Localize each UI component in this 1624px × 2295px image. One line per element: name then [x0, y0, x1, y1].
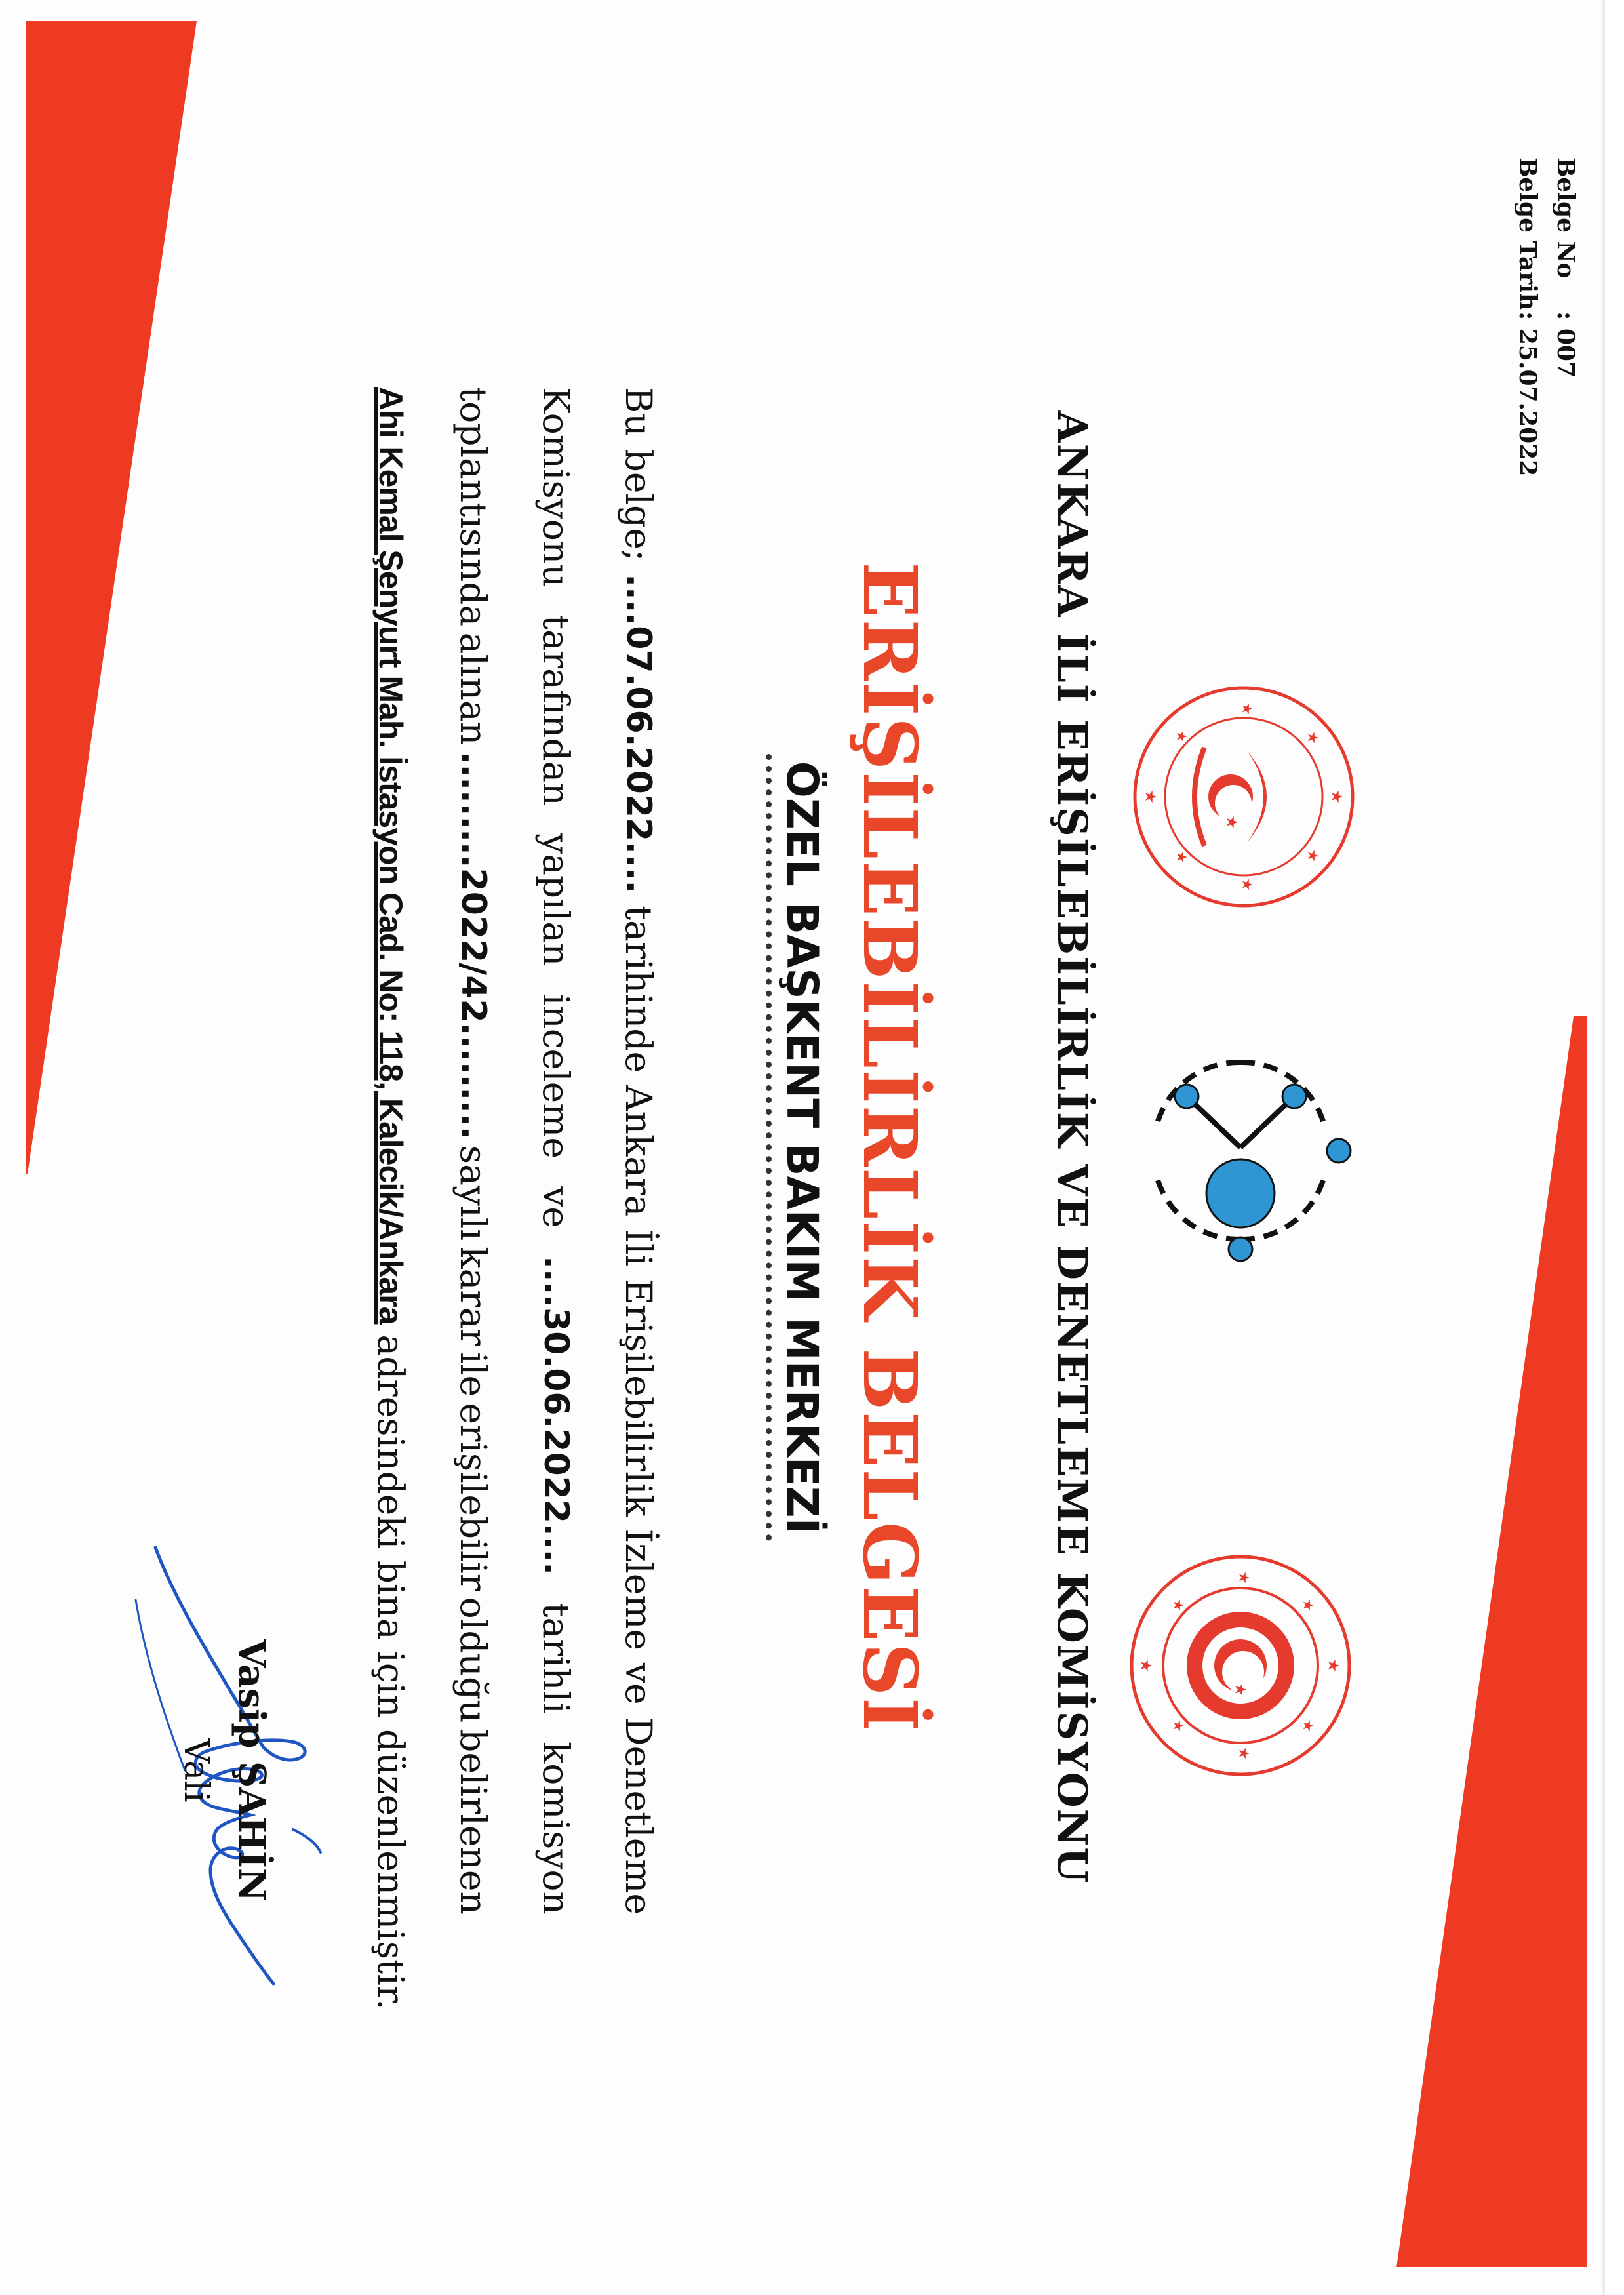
svg-text:★: ★	[1137, 1658, 1155, 1673]
svg-text:★: ★	[1304, 731, 1320, 744]
svg-text:★: ★	[1299, 1599, 1316, 1612]
certificate-title: ERİŞİLEBİLİRLİK BELGESİ	[846, 561, 932, 1734]
body-word: ile	[452, 1352, 494, 1397]
svg-text:★: ★	[1235, 1747, 1252, 1760]
body-word: sayılı	[452, 1145, 494, 1241]
certificate-body	[349, 387, 680, 2010]
svg-text:★: ★	[1238, 702, 1255, 715]
body-word: tarihli	[535, 1603, 577, 1714]
document-number-value: : 007	[1552, 311, 1579, 378]
meeting-date: ....30.06.2022....	[536, 1256, 576, 1576]
svg-text:★: ★	[1238, 878, 1255, 891]
svg-text:★: ★	[1328, 789, 1346, 804]
body-word: belirlenen	[452, 1729, 494, 1915]
body-word: erişilebilir	[452, 1403, 494, 1591]
body-word: olduğu	[452, 1597, 494, 1723]
body-word: ve	[618, 1662, 660, 1705]
body-closing-text: adresindeki bina için düzenlenmiştir.	[370, 1334, 412, 2010]
ministry-seal-logo	[1132, 685, 1355, 908]
body-word: yapılan	[535, 833, 577, 967]
building-address: Ahi Kemal Şenyurt Mah. İstasyon Cad. No: 118, Kalecik/Ankara	[372, 387, 409, 1325]
svg-text:★: ★	[1170, 1599, 1186, 1612]
accessibility-logo	[1116, 1023, 1365, 1279]
svg-text:★: ★	[1231, 1683, 1250, 1697]
svg-text:★: ★	[1304, 849, 1320, 862]
document-meta	[1509, 157, 1585, 476]
body-word: Bu	[618, 387, 660, 437]
body-word: İzleme	[618, 1528, 660, 1651]
committee-title: ANKARA İLİ ERİŞİLEBİLİRLİK VE DENETLEME KOMİSYONU	[1048, 410, 1096, 1885]
inspection-date: ....07.06.2022....	[619, 574, 658, 894]
body-word: karar	[452, 1247, 494, 1346]
body-word: Komisyonu	[535, 387, 577, 588]
document-date-label: Belge Tarih	[1514, 157, 1541, 311]
body-line-2	[515, 387, 597, 1915]
body-word: Ankara	[618, 1085, 660, 1217]
svg-text:★: ★	[1170, 1719, 1186, 1732]
document-date-value: : 25.07.2022	[1514, 311, 1541, 477]
svg-text:★: ★	[1324, 1658, 1343, 1673]
svg-text:★: ★	[1299, 1719, 1316, 1732]
signatory-block	[176, 1587, 273, 1954]
signatory-name: Vasip ŞAHİN	[230, 1639, 273, 1902]
body-word: belge;	[618, 449, 660, 562]
body-word: tarafından	[535, 614, 577, 806]
body-word: Erişilebilirlik	[618, 1278, 660, 1517]
body-word: alınan	[452, 632, 494, 746]
signatory-title: Vali	[176, 1738, 216, 1803]
recipient-name: ÖZEL BAŞKENT BAKIM MERKEZİ	[777, 761, 827, 1534]
body-word: İli	[618, 1229, 660, 1267]
body-line-1	[597, 387, 680, 1915]
svg-text:★: ★	[1173, 850, 1189, 864]
body-line-3	[432, 387, 515, 1915]
body-word: inceleme	[535, 993, 577, 1159]
svg-text:★: ★	[1223, 815, 1241, 829]
svg-text:★: ★	[1173, 730, 1189, 743]
decision-number: .........2022/42.........	[454, 751, 493, 1140]
body-word: toplantısında	[452, 387, 494, 627]
document-number-label: Belge No	[1552, 157, 1579, 279]
svg-text:★: ★	[1235, 1571, 1252, 1584]
governorship-seal-logo	[1129, 1554, 1352, 1777]
body-word: ve	[535, 1186, 577, 1228]
body-word: komisyon	[535, 1741, 577, 1915]
svg-text:★: ★	[1141, 789, 1160, 804]
body-word: Denetleme	[618, 1717, 660, 1915]
recipient-dotted-rule	[766, 754, 772, 1541]
body-word: tarihinde	[618, 906, 660, 1073]
